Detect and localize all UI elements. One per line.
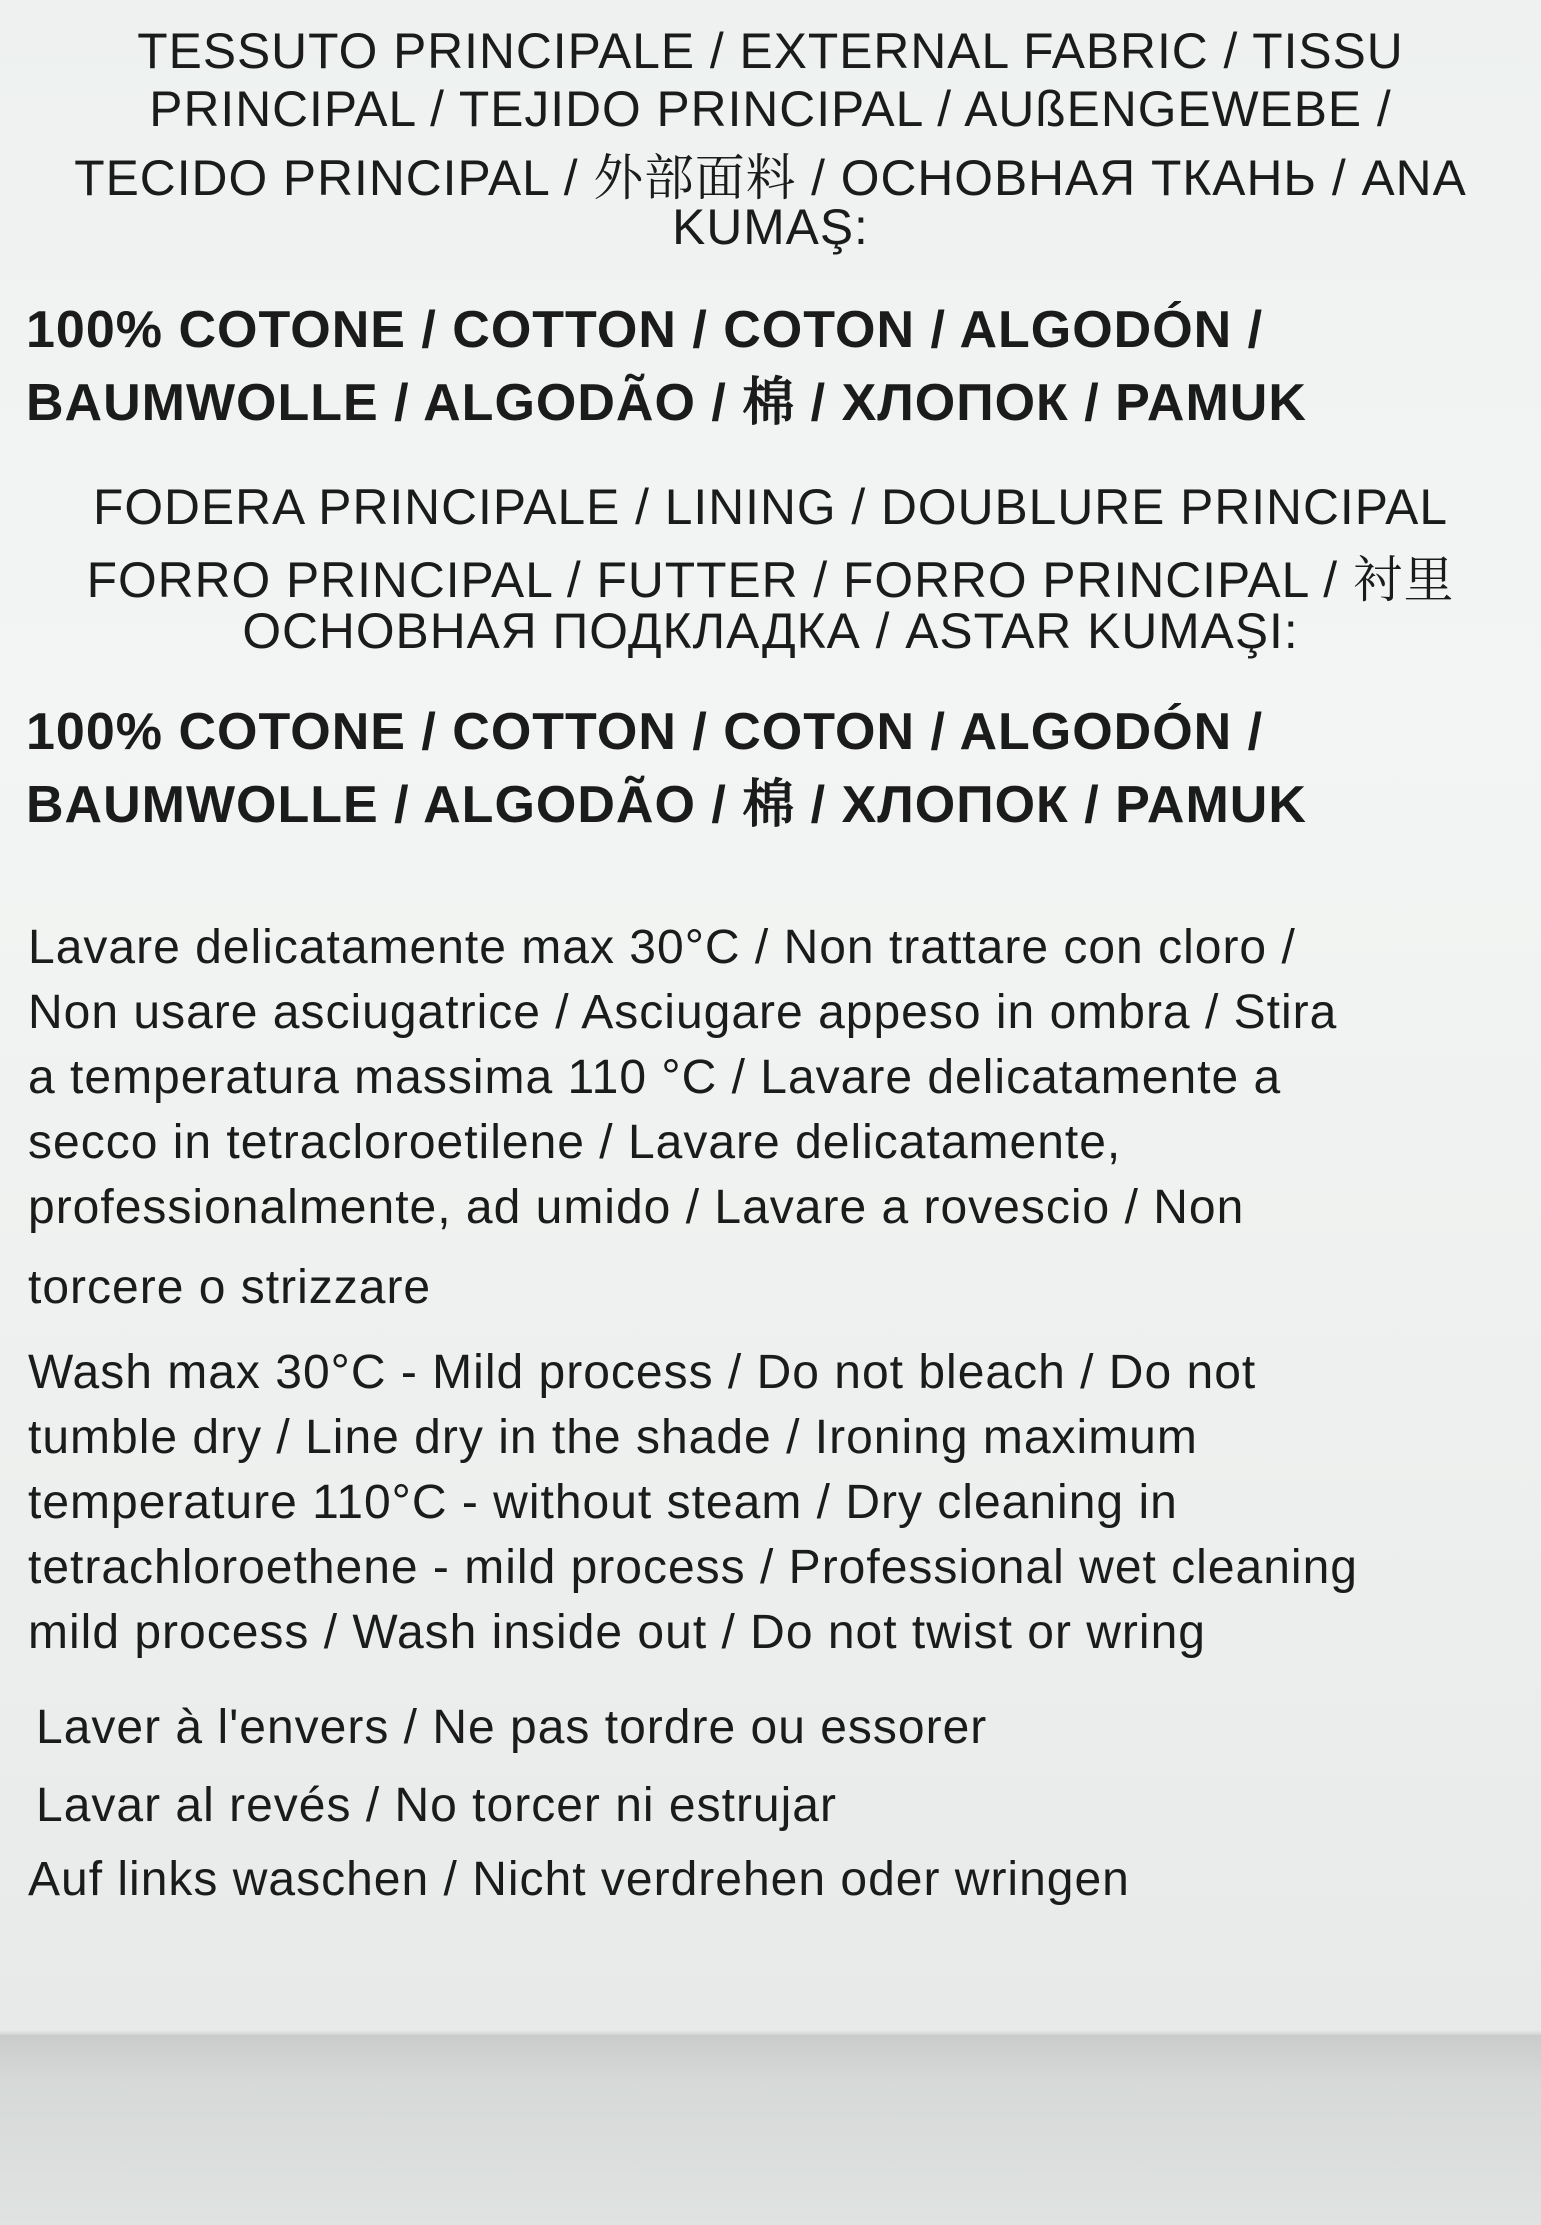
care-italian-line: a temperatura massima 110 °C / Lavare delicatamente a — [28, 1051, 1282, 1104]
care-english-line: Wash max 30°C - Mild process / Do not bleach / Do not — [28, 1346, 1257, 1399]
care-german-line: Auf links waschen / Nicht verdrehen oder wringen — [28, 1853, 1130, 1906]
care-italian-line: professionalmente, ad umido / Lavare a rovescio / Non — [28, 1181, 1245, 1234]
care-italian-line: torcere o strizzare — [28, 1261, 432, 1314]
care-english-line: temperature 110°C - without steam / Dry cleaning in — [28, 1476, 1178, 1529]
external-fabric-composition-line: 100% COTONE / COTTON / COTON / ALGODÓN / — [26, 301, 1264, 359]
care-italian-line: Non usare asciugatrice / Asciugare appeso in ombra / Stira — [28, 986, 1338, 1039]
lining-heading-line: FORRO PRINCIPAL / FUTTER / FORRO PRINCIPAL / 衬里 — [86, 552, 1455, 608]
lining-heading-line: ОСНОВНАЯ ПОДКЛАДКА / ASTAR KUMAŞI: — [242, 603, 1299, 659]
care-english-line: tumble dry / Line dry in the shade / Ironing maximum — [28, 1411, 1198, 1464]
care-spanish-line: Lavar al revés / No torcer ni estrujar — [36, 1779, 837, 1832]
lining-composition-line: 100% COTONE / COTTON / COTON / ALGODÓN / — [26, 703, 1264, 761]
external-fabric-composition-line: BAUMWOLLE / ALGODÃO / 棉 / ХЛОПОК / PAMUK — [26, 374, 1307, 432]
care-italian-line: Lavare delicatamente max 30°C / Non trattare con cloro / — [28, 921, 1296, 974]
lining-composition-line: BAUMWOLLE / ALGODÃO / 棉 / ХЛОПОК / PAMUK — [26, 776, 1307, 834]
lining-heading-line: FODERA PRINCIPALE / LINING / DOUBLURE PRINCIPAL — [92, 479, 1449, 535]
backing-surface — [0, 2035, 1541, 2225]
care-english-line: mild process / Wash inside out / Do not twist or wring — [28, 1606, 1206, 1659]
care-italian-line: secco in tetracloroetilene / Lavare delicatamente, — [28, 1116, 1122, 1169]
external-fabric-heading-line: TECIDO PRINCIPAL / 外部面料 / ОСНОВНАЯ ТКАНЬ / ANA — [74, 150, 1467, 206]
care-english-line: tetrachloroethene - mild process / Professional wet cleaning — [28, 1541, 1358, 1594]
external-fabric-heading-line: PRINCIPAL / TEJIDO PRINCIPAL / AUßENGEWEBE / — [149, 81, 1392, 137]
external-fabric-heading-line: TESSUTO PRINCIPALE / EXTERNAL FABRIC / TISSU — [137, 23, 1404, 79]
external-fabric-heading-line: KUMAŞ: — [672, 199, 869, 255]
care-french-line: Laver à l'envers / Ne pas tordre ou essorer — [36, 1701, 988, 1754]
